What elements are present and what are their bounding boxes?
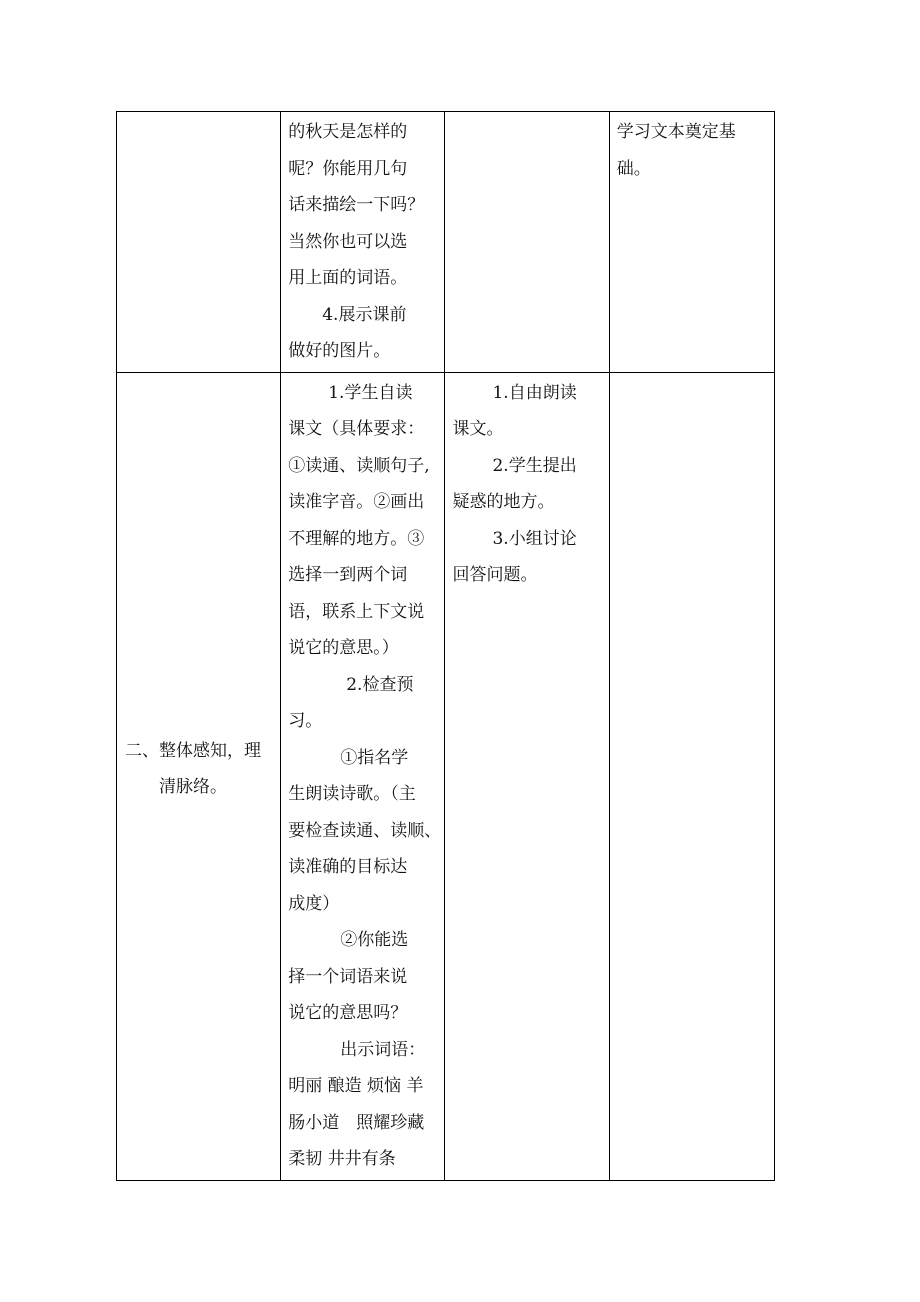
text-line: 出示词语： bbox=[340, 1039, 426, 1060]
text-line: 础。 bbox=[616, 158, 651, 179]
text-line: 成度） bbox=[288, 893, 340, 914]
text-line: 习。 bbox=[288, 711, 323, 731]
text-line: 语，联系上下文说 bbox=[288, 601, 425, 622]
text-line: 疑惑的地方。 bbox=[452, 492, 555, 512]
table-row bbox=[117, 112, 775, 373]
text-line: 3.小组讨论 bbox=[492, 528, 577, 549]
text-line: 课文。 bbox=[452, 419, 504, 439]
phase-cell bbox=[117, 372, 281, 1180]
text-line: 课文（具体要求： bbox=[288, 419, 425, 439]
text-line: 不理解的地方。③ bbox=[288, 528, 425, 549]
text-line: 读准字音。②画出 bbox=[288, 492, 425, 512]
text-line: ②你能选 bbox=[340, 930, 409, 950]
text-line: 要检查读通、读顺、 bbox=[288, 820, 442, 841]
teacher-activity-cell bbox=[281, 372, 445, 1180]
design-intent-cell-empty bbox=[609, 372, 774, 1180]
phase-title-line: 清脉络。 bbox=[159, 777, 227, 797]
text-line: 肠小道 照耀珍藏 bbox=[288, 1112, 425, 1133]
text-line: 说它的意思吗？ bbox=[288, 1003, 408, 1023]
text-line: 选择一到两个词 bbox=[288, 565, 408, 585]
text-line: 回答问题。 bbox=[452, 565, 538, 585]
text-line: 用上面的词语。 bbox=[288, 268, 408, 288]
text-line: 说它的意思。） bbox=[288, 638, 399, 658]
design-intent-cell bbox=[609, 112, 774, 373]
text-line: 2.学生提出 bbox=[492, 455, 577, 476]
text-line: 读准确的目标达 bbox=[288, 857, 408, 877]
phase-title-line: 二、整体感知，理 bbox=[125, 740, 261, 761]
phase-cell-empty bbox=[117, 112, 281, 373]
text-line: ①指名学 bbox=[340, 747, 409, 768]
text-line: 生朗读诗歌。（主 bbox=[288, 784, 416, 804]
student-activity-cell-empty bbox=[445, 112, 609, 373]
text-line: 学习文本奠定基 bbox=[616, 122, 736, 142]
student-activity-cell bbox=[445, 372, 609, 1180]
text-line: 话来描绘一下吗？ bbox=[288, 195, 425, 215]
text-line: 的秋天是怎样的 bbox=[288, 122, 408, 142]
teacher-activity-cell bbox=[281, 112, 445, 373]
text-line: 当然你也可以选 bbox=[288, 231, 408, 252]
text-line: 柔韧 井井有条 bbox=[288, 1149, 396, 1169]
table-row bbox=[117, 372, 775, 1180]
text-line: 呢？你能用几句 bbox=[288, 158, 408, 179]
text-line: 择一个词语来说 bbox=[288, 966, 408, 987]
text-line: 明丽 酿造 烦恼 羊 bbox=[288, 1076, 424, 1096]
lesson-plan-table bbox=[116, 111, 775, 1181]
text-line: ①读通、读顺句子, bbox=[288, 455, 430, 476]
text-line: 做好的图片。 bbox=[288, 341, 391, 361]
text-line: 1.学生自读 bbox=[328, 382, 413, 403]
text-line: 2.检查预 bbox=[346, 674, 414, 695]
text-line: 1.自由朗读 bbox=[492, 382, 577, 403]
text-line: 4.展示课前 bbox=[322, 304, 407, 325]
